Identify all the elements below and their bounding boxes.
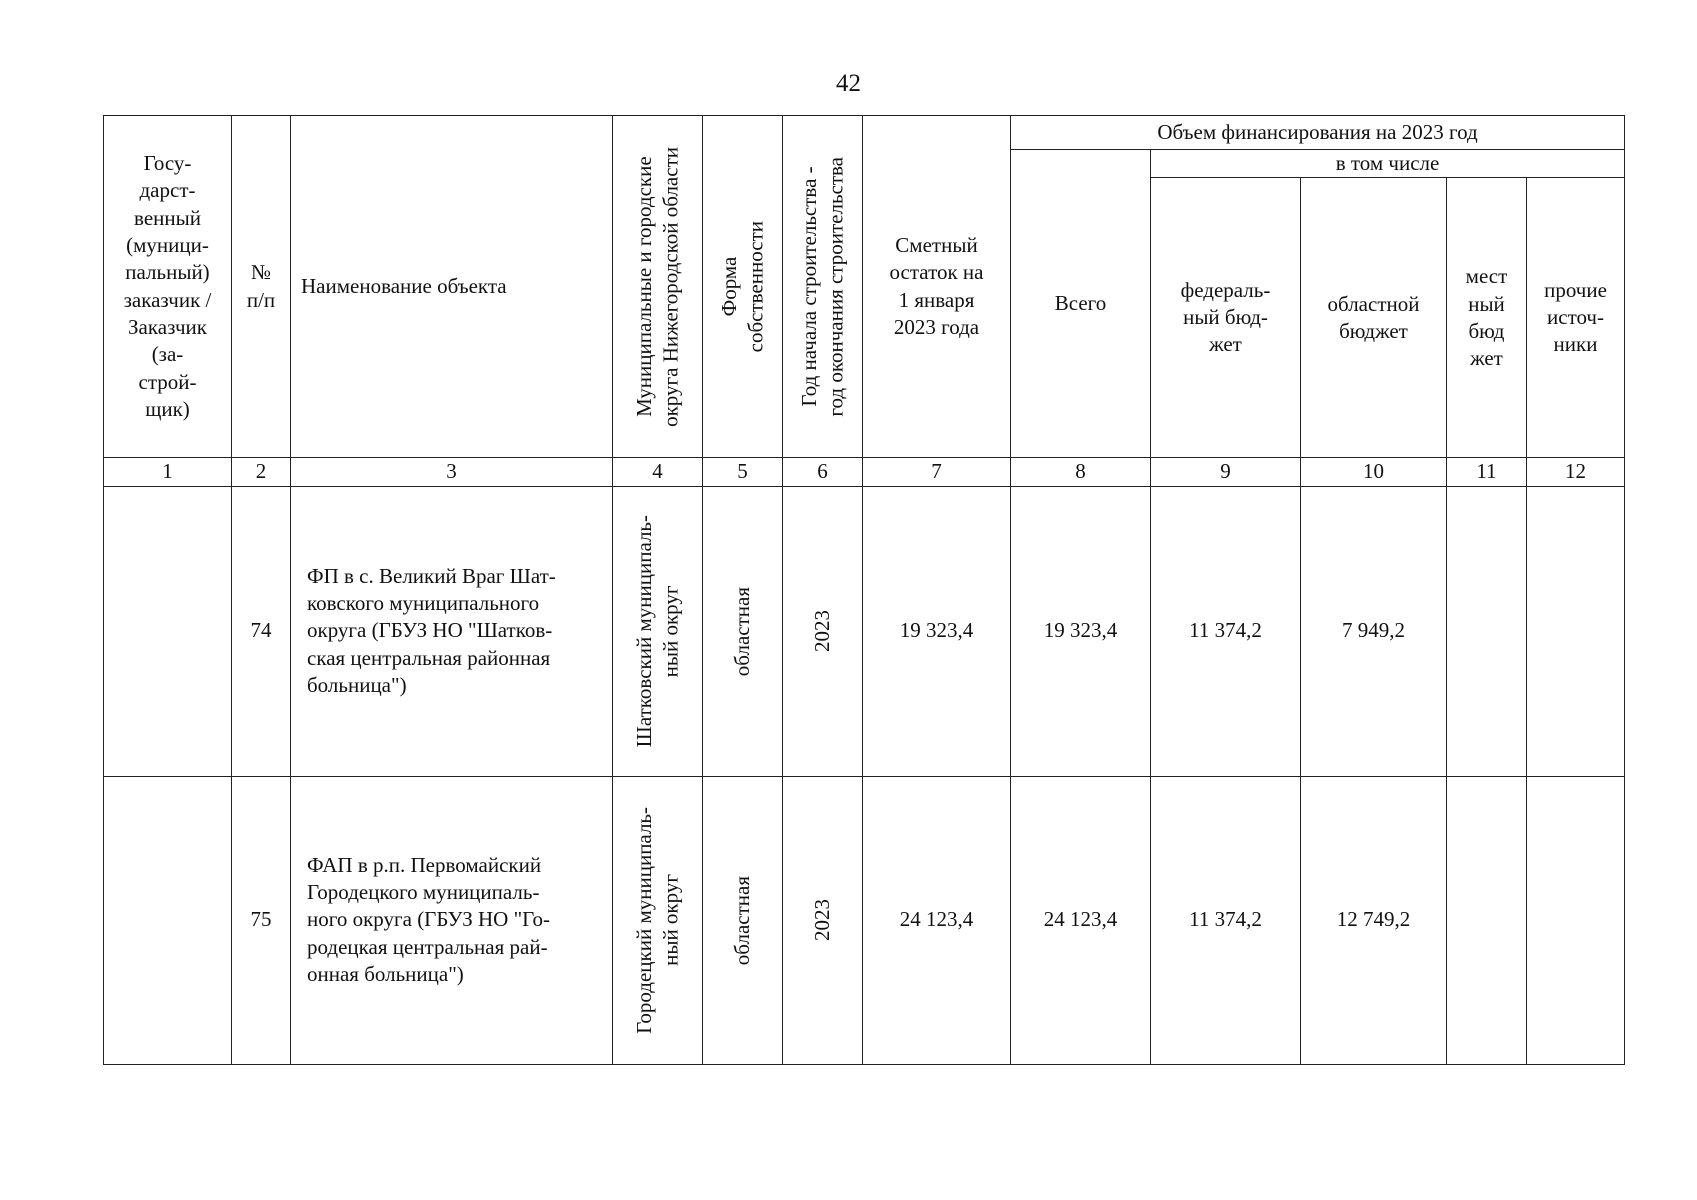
cell-other (1527, 776, 1625, 1064)
ownership-text: областная (730, 875, 755, 965)
cell-num: 74 (232, 486, 291, 776)
header-estimate (863, 116, 1011, 458)
cell-local (1447, 486, 1527, 776)
column-number: 6 (783, 458, 863, 486)
header-other-text: прочие источ- ники (1544, 277, 1607, 357)
column-number: 12 (1527, 458, 1625, 486)
header-num-text: № п/п (246, 260, 276, 312)
header-other (1527, 178, 1625, 458)
cell-num: 75 (232, 776, 291, 1064)
header-funding-group (1011, 116, 1625, 150)
page-number: 42 (836, 70, 861, 97)
cell-years (783, 486, 863, 776)
cell-years (783, 776, 863, 1064)
header-ownership-text: Форма собственности (717, 220, 768, 353)
column-number: 7 (863, 458, 1011, 486)
header-total (1011, 150, 1151, 458)
cell-other (1527, 486, 1625, 776)
column-number: 2 (232, 458, 291, 486)
header-funding-group-text: Объем финансирования на 2023 год (1157, 119, 1478, 144)
header-object-name (291, 116, 613, 458)
cell-object-name (291, 776, 613, 1064)
header-federal-text: федераль- ный бюд- жет (1180, 277, 1271, 357)
header-years-text: Год начала строительства - год окончания строительства (797, 156, 848, 417)
column-number: 5 (703, 458, 783, 486)
column-number: 9 (1151, 458, 1301, 486)
header-municipality-text: Муниципальные и городские округа Нижегородской области (632, 146, 683, 427)
cell-municipality (613, 486, 703, 776)
column-number: 11 (1447, 458, 1527, 486)
header-num (232, 116, 291, 458)
cell-object-name (291, 486, 613, 776)
years-text: 2023 (810, 610, 835, 653)
header-row-1 (104, 116, 1625, 150)
column-number: 4 (613, 458, 703, 486)
header-object-name-text: Наименование объекта (301, 274, 507, 298)
header-municipality (613, 116, 703, 458)
cell-estimate: 19 323,4 (863, 486, 1011, 776)
header-total-text: Всего (1054, 291, 1107, 315)
header-years (783, 116, 863, 458)
cell-federal: 11 374,2 (1151, 776, 1301, 1064)
table-row (104, 486, 1625, 776)
header-customer (104, 116, 232, 458)
municipality-text: Городецкий муниципаль- ный округ (632, 806, 683, 1034)
header-regional (1301, 178, 1447, 458)
object-name-text: ФП в с. Великий Враг Шат- ковского муниципального округа (ГБУЗ НО "Шатков- ская центральная районная больница") (307, 563, 556, 698)
column-number: 1 (104, 458, 232, 486)
header-federal (1151, 178, 1301, 458)
cell-total: 24 123,4 (1011, 776, 1151, 1064)
cell-customer (104, 776, 232, 1064)
cell-total: 19 323,4 (1011, 486, 1151, 776)
cell-estimate: 24 123,4 (863, 776, 1011, 1064)
header-estimate-text: Сметный остаток на 1 января 2023 года (889, 233, 984, 339)
years-text: 2023 (810, 899, 835, 942)
object-name-text: ФАП в р.п. Первомайский Городецкого муниципаль- ного округа (ГБУЗ НО "Го- родецкая центральная рай- онная больница") (307, 852, 550, 987)
cell-regional: 7 949,2 (1301, 486, 1447, 776)
cell-ownership (703, 776, 783, 1064)
table-row (104, 776, 1625, 1064)
header-customer-text: Госу- дарст- венный (муници- пальный) заказчик / Заказчик (за- строй- щик) (123, 151, 212, 421)
column-number: 3 (291, 458, 613, 486)
municipality-text: Шатковский муниципаль- ный округ (632, 514, 683, 748)
cell-federal: 11 374,2 (1151, 486, 1301, 776)
column-number-row (104, 458, 1625, 486)
header-including (1151, 150, 1625, 178)
header-including-text: в том числе (1335, 151, 1440, 175)
financing-table (103, 115, 1625, 1065)
cell-customer (104, 486, 232, 776)
cell-ownership (703, 486, 783, 776)
header-ownership (703, 116, 783, 458)
ownership-text: областная (730, 586, 755, 676)
cell-regional: 12 749,2 (1301, 776, 1447, 1064)
column-number: 8 (1011, 458, 1151, 486)
header-local (1447, 178, 1527, 458)
header-local-text: мест ный бюд жет (1465, 264, 1508, 371)
cell-local (1447, 776, 1527, 1064)
header-regional-text: областной бюджет (1327, 291, 1420, 343)
column-number: 10 (1301, 458, 1447, 486)
cell-municipality (613, 776, 703, 1064)
